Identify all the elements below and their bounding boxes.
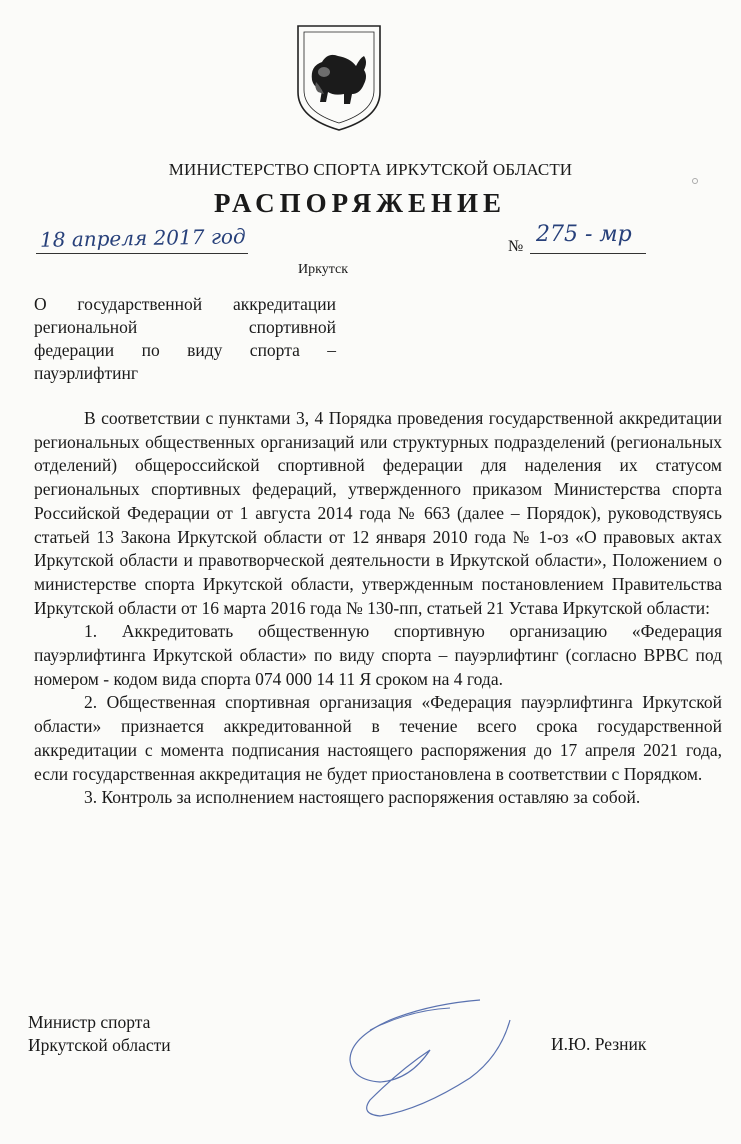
body-paragraph-item-3: 3. Контроль за исполнением настоящего распоряжения оставляю за собой. [84, 787, 641, 808]
document-type-title: РАСПОРЯЖЕНИЕ [213, 188, 507, 218]
handwritten-number: 275 - мр [536, 222, 632, 247]
body-paragraph-item-2: 2. Общественная спортивная организация «Федерация пауэрлифтинга Иркутской области» признается аккредитованной в течение всего срока государственной аккредитации с момента подписания настоящего распоряжения до 17 апреля 2021 года, если государственная аккредитация не будет приостановлена в соответствии с Порядком. [34, 692, 722, 784]
body-paragraph-item-1: 1. Аккредитовать общественную спортивную организацию «Федерация пауэрлифтинга Иркутской области» по виду спорта – пауэрлифтинг (согласно ВРВС под номером - кодом вида спорта 074 000 14 11 Я сроком на 4 года. [34, 621, 722, 689]
date-underline [36, 253, 248, 254]
document-subject [34, 293, 336, 385]
handwritten-date: 18 апреля 2017 год [39, 224, 246, 252]
subject-line: федерации по виду спорта – [34, 340, 336, 360]
signatory-position-line: Иркутской области [28, 1035, 171, 1055]
ministry-name: МИНИСТЕРСТВО СПОРТА ИРКУТСКОЙ ОБЛАСТИ [168, 160, 573, 179]
subject-line: О государственной аккредитации [34, 294, 336, 314]
handwritten-signature [330, 990, 530, 1130]
document-body [34, 407, 722, 810]
subject-line: пауэрлифтинг [34, 363, 139, 383]
coat-of-arms-emblem [294, 22, 384, 134]
body-paragraph-preamble: В соответствии с пунктами 3, 4 Порядка проведения государственной аккредитации региональных общественных организаций или структурных подразделений (региональных отделений) общероссийской спортивной федерации для наделения их статусом региональных спортивных федераций, утвержденного приказом Министерства спорта Российской Федерации от 1 августа 2014 года № 663 (далее – Порядок), руководствуясь статьей 13 Закона Иркутской области от 12 января 2010 года № 1-оз «О правовых актах Иркутской области и правотворческой деятельности в Иркутской области», Положением о министерстве спорта Иркутской области, утвержденным постановлением Правительства Иркутской области от 16 марта 2016 года № 130-пп, статьей 21 Устава Иркутской области: [34, 408, 722, 618]
subject-line: региональной спортивной [34, 317, 336, 337]
signatory-position [28, 1011, 171, 1057]
signatory-position-line: Министр спорта [28, 1012, 151, 1032]
number-underline [530, 253, 646, 254]
signatory-name: И.Ю. Резник [551, 1034, 647, 1054]
city-name: Иркутск [298, 262, 349, 277]
babr-animal-icon [312, 55, 366, 104]
number-sign: № [508, 238, 524, 255]
